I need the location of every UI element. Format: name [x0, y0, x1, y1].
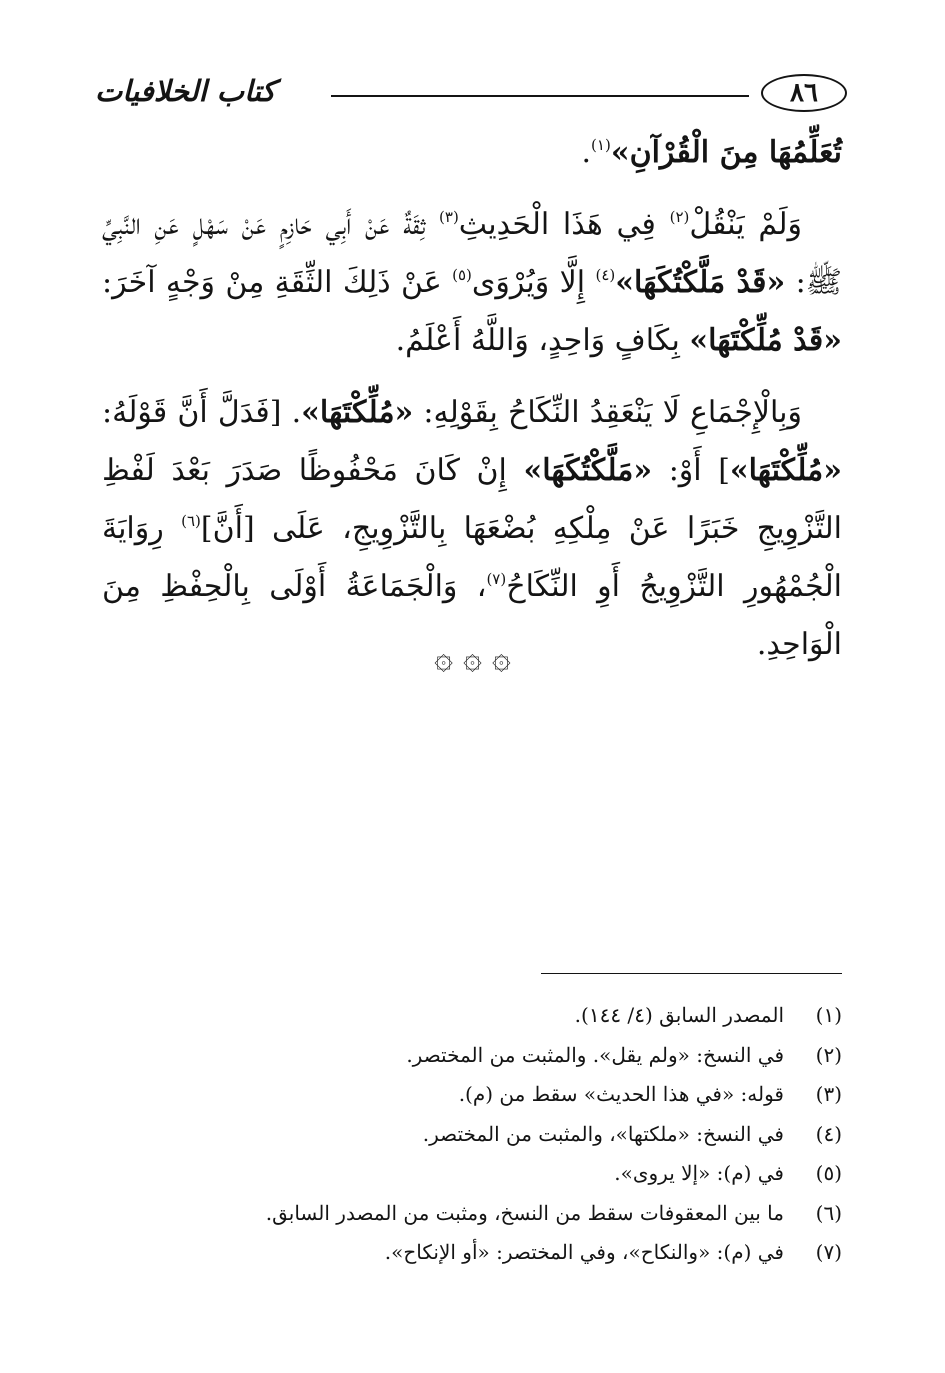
main-text	[102, 124, 842, 674]
quote-text: «مُلِّكْتَهَا»	[301, 395, 414, 430]
footnote-ref-5: (٥)	[452, 266, 472, 284]
footnote-item	[102, 1036, 842, 1076]
footnote-number: (٢)	[815, 1042, 842, 1067]
footnote-number: (٤)	[815, 1121, 842, 1146]
text-segment: . [فَدَلَّ أَنَّ قَوْلَهُ:	[102, 395, 302, 430]
footnote-number: (٦)	[815, 1200, 842, 1225]
text-segment: بِكَافٍ وَاحِدٍ، وَاللَّهُ أَعْلَمُ.	[395, 323, 690, 358]
paragraph-2	[102, 196, 842, 370]
text-segment: وَلَمْ يَنْقُلْ	[689, 207, 803, 242]
footnote-number: (٧)	[815, 1240, 842, 1264]
footnotes-list	[102, 996, 842, 1273]
footnote-ref-7: (٧)	[486, 570, 507, 588]
quote-text: «مَلَّكْتُكَهَا»	[523, 453, 653, 488]
text-segment: وَبِالْإِجْمَاعِ لَا يَنْعَقِدُ النِّكَاحُ بِقَوْلِهِ:	[413, 395, 802, 430]
footnote-item	[102, 1154, 842, 1194]
footnote-item	[102, 996, 842, 1036]
footnote-item	[102, 1194, 842, 1234]
footnote-ref-6: (٦)	[181, 512, 201, 530]
text-segment: رِوَايَةَ الْجُمْهُورِ التَّزْوِيجُ أَوِ النِّكَاحُ	[102, 511, 842, 604]
text-segment: عَنْ ذَلِكَ الثِّقَةِ مِنْ وَجْهٍ آخَرَ:	[102, 265, 453, 300]
footnote-ref-3: (٣)	[439, 208, 459, 226]
footnote-text: المصدر السابق (٤/ ١٤٤).	[574, 1003, 784, 1027]
footnote-text: ما بين المعقوفات سقط من النسخ، ومثبت من المصدر السابق.	[265, 1200, 784, 1225]
footnote-number: (٣)	[815, 1082, 842, 1106]
footnote-ref-1: (١)	[591, 136, 611, 154]
text-segment: إِلَّا وَيُرْوَى	[471, 265, 596, 300]
footnote-text: في النسخ: «ولم يقل». والمثبت من المختصر.	[406, 1042, 784, 1067]
footnote-text: في (م): «إلا يروى».	[614, 1161, 784, 1185]
footnote-item	[102, 1233, 842, 1273]
footnote-ref-2: (٢)	[669, 208, 690, 226]
footnote-divider	[541, 973, 842, 974]
page-number: ٨٦	[761, 74, 847, 112]
footnote-item	[102, 1115, 842, 1155]
paragraph-3	[102, 384, 842, 674]
page-header	[95, 68, 847, 118]
footnote-number: (٥)	[815, 1161, 842, 1185]
text-segment: ] أَوْ:	[652, 453, 730, 488]
period: .	[581, 135, 592, 170]
header-rule	[331, 95, 749, 97]
text-segment: فِي هَذَا الْحَدِيثِ	[458, 207, 670, 242]
footnote-text: في (م): «والنكاح»، وفي المختصر: «أو الإنكاح».	[384, 1240, 784, 1264]
quote-text: «مُلِّكْتَهَا»	[729, 453, 842, 488]
footnote-item	[102, 1075, 842, 1115]
text-segment: ثِقَةٌ عَنْ أَبِي حَازِمٍ عَنْ سَهْلٍ عَنِ النَّبِيِّ ﷺ:	[102, 207, 843, 300]
quote-text: «قَدْ مَلَّكْتُكَهَا»	[615, 265, 786, 300]
paragraph-1	[102, 124, 842, 182]
quote-text: تُعَلِّمُهَا مِنَ الْقُرْآنِ»	[610, 135, 842, 170]
footnote-number: (١)	[815, 1003, 842, 1027]
footnote-text: قوله: «في هذا الحديث» سقط من (م).	[458, 1082, 784, 1106]
quote-text: «قَدْ مُلِّكْتَهَا»	[689, 323, 842, 358]
footnote-ref-4: (٤)	[595, 266, 616, 284]
book-title: كتاب الخلافيات	[95, 74, 276, 108]
text-segment: إِنْ كَانَ مَحْفُوظًا صَدَرَ بَعْدَ لَفْظِ التَّزْوِيجِ خَبَرًا عَنْ مِلْكِهِ بُضْعَهَا بِالتَّزْوِيجِ، عَلَى [أَنَّ]	[102, 453, 842, 546]
footnote-text: في النسخ: «ملكتها»، والمثبت من المختصر.	[422, 1121, 784, 1146]
text-segment: ، وَالْجَمَاعَةُ أَوْلَى بِالْحِفْظِ مِنَ الْوَاحِدِ.	[102, 569, 842, 662]
section-end-ornament-icon: ۞ ۞ ۞	[434, 638, 511, 676]
